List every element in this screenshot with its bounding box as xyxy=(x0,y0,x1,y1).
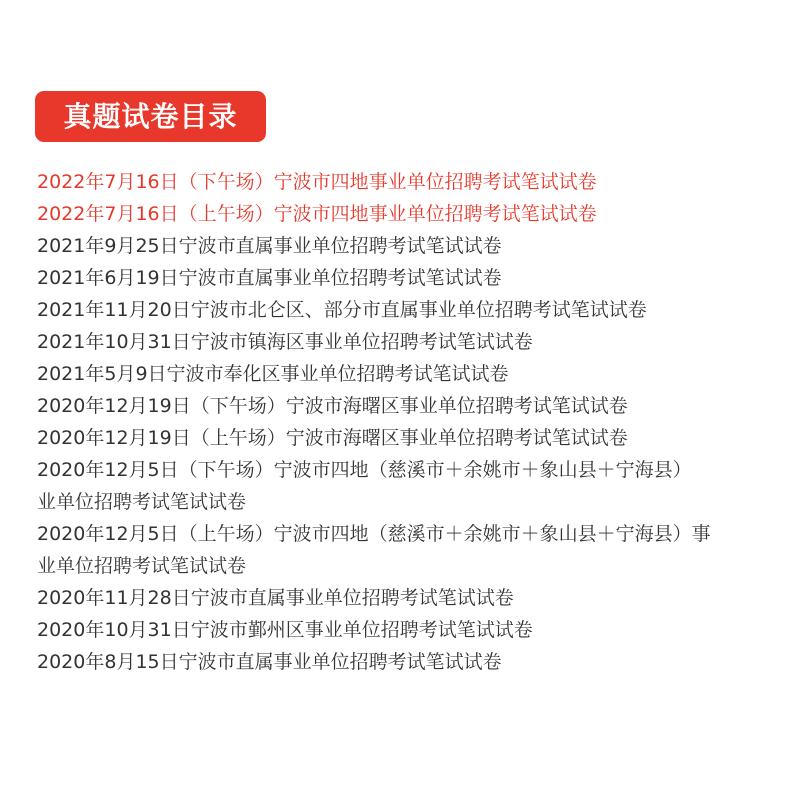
list-item: 2020年12月5日（上午场）宁波市四地（慈溪市＋余姚市＋象山县＋宁海县）事 xyxy=(37,523,711,545)
page-title-badge: 真题试卷目录 xyxy=(35,91,266,142)
list-item: 2020年12月19日（上午场）宁波市海曙区事业单位招聘考试笔试试卷 xyxy=(37,427,628,449)
exam-paper-list xyxy=(37,166,737,678)
list-item: 2020年8月15日宁波市直属事业单位招聘考试笔试试卷 xyxy=(37,651,502,673)
list-item: 2020年12月5日（下午场）宁波市四地（慈溪市＋余姚市＋象山县＋宁海县） xyxy=(37,459,692,481)
list-item: 2021年11月20日宁波市北仑区、部分市直属事业单位招聘考试笔试试卷 xyxy=(37,299,647,321)
list-item: 2020年10月31日宁波市鄞州区事业单位招聘考试笔试试卷 xyxy=(37,619,533,641)
list-item: 2021年5月9日宁波市奉化区事业单位招聘考试笔试试卷 xyxy=(37,363,509,385)
list-item: 业单位招聘考试笔试试卷 xyxy=(37,555,247,577)
list-item: 2021年9月25日宁波市直属事业单位招聘考试笔试试卷 xyxy=(37,235,502,257)
list-item: 2020年12月19日（下午场）宁波市海曙区事业单位招聘考试笔试试卷 xyxy=(37,395,628,417)
list-item: 2022年7月16日（下午场）宁波市四地事业单位招聘考试笔试试卷 xyxy=(37,171,597,193)
list-item: 2021年6月19日宁波市直属事业单位招聘考试笔试试卷 xyxy=(37,267,502,289)
list-item: 业单位招聘考试笔试试卷 xyxy=(37,491,247,513)
list-item: 2021年10月31日宁波市镇海区事业单位招聘考试笔试试卷 xyxy=(37,331,533,353)
list-item: 2022年7月16日（上午场）宁波市四地事业单位招聘考试笔试试卷 xyxy=(37,203,597,225)
list-item: 2020年11月28日宁波市直属事业单位招聘考试笔试试卷 xyxy=(37,587,514,609)
